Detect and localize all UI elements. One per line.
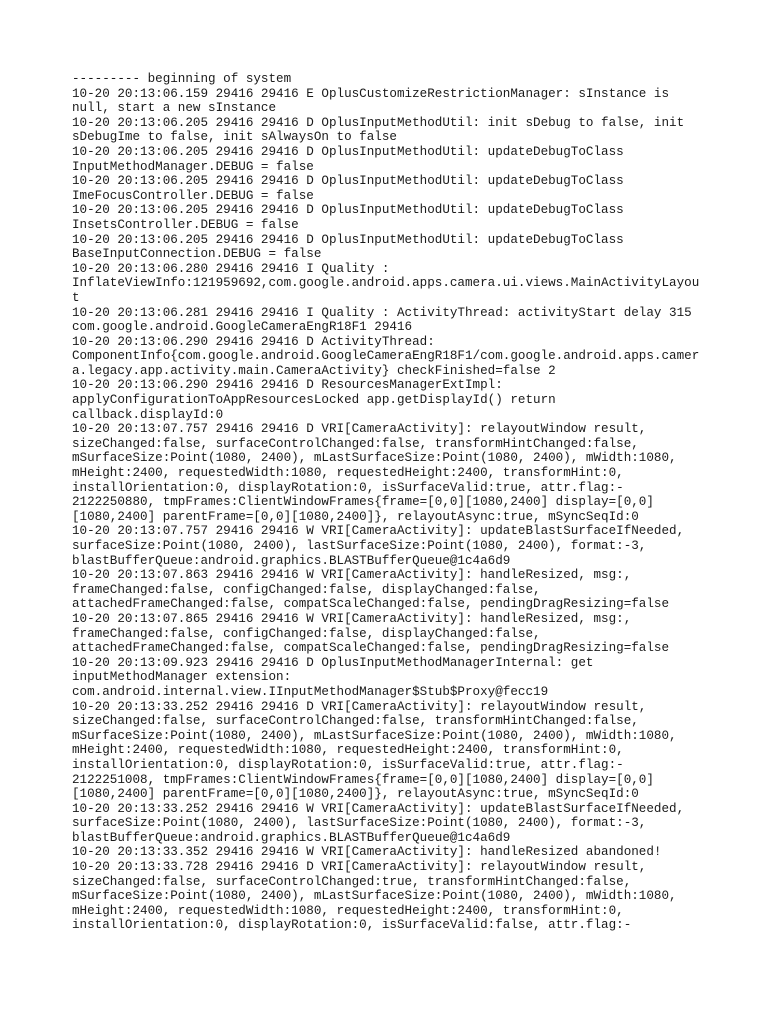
log-line: 10-20 20:13:33.252 29416 29416 W VRI[CameraActivity]: updateBlastSurfaceIfNeeded, (72, 801, 685, 816)
log-line: sizeChanged:false, surfaceControlChanged:false, transformHintChanged:false, (72, 436, 639, 451)
log-line: applyConfigurationToAppResourcesLocked app.getDisplayId() return (72, 393, 556, 408)
log-line: 10-20 20:13:09.923 29416 29416 D OplusInputMethodManagerInternal: get (72, 655, 594, 670)
log-line: installOrientation:0, displayRotation:0, isSurfaceValid:false, attr.flag:- (72, 918, 632, 933)
log-line: frameChanged:false, configChanged:false, displayChanged:false, (72, 582, 541, 597)
log-line: a.legacy.app.activity.main.CameraActivity} checkFinished=false 2 (72, 363, 556, 378)
log-line: surfaceSize:Point(1080, 2400), lastSurfaceSize:Point(1080, 2400), format:-3, (72, 816, 647, 831)
log-line: installOrientation:0, displayRotation:0, isSurfaceValid:true, attr.flag:- (72, 757, 624, 772)
log-line: 10-20 20:13:06.205 29416 29416 D OplusInputMethodUtil: updateDebugToClass (72, 174, 624, 189)
log-line: InflateViewInfo:121959692,com.google.android.apps.camera.ui.views.MainActivityLayou (72, 276, 700, 291)
log-line: --------- beginning of system (72, 72, 292, 86)
log-line: InsetsController.DEBUG = false (72, 217, 299, 232)
log-line: 10-20 20:13:06.159 29416 29416 E OplusCustomizeRestrictionManager: sInstance is (72, 86, 670, 101)
log-line: 10-20 20:13:07.865 29416 29416 W VRI[CameraActivity]: handleResized, msg:, (72, 611, 632, 626)
log-line: 10-20 20:13:33.252 29416 29416 D VRI[CameraActivity]: relayoutWindow result, (72, 699, 647, 714)
log-line: sizeChanged:false, surfaceControlChanged:false, transformHintChanged:false, (72, 714, 639, 729)
log-line: attachedFrameChanged:false, compatScaleChanged:false, pendingDragResizing=false (72, 641, 670, 656)
log-line: 10-20 20:13:06.205 29416 29416 D OplusInputMethodUtil: updateDebugToClass (72, 203, 624, 218)
log-line: blastBufferQueue:android.graphics.BLASTBufferQueue@1c4a6d9 (72, 830, 511, 845)
log-line: 10-20 20:13:07.863 29416 29416 W VRI[CameraActivity]: handleResized, msg:, (72, 568, 632, 583)
log-line: 10-20 20:13:06.280 29416 29416 I Quality : (72, 261, 390, 276)
log-line: 10-20 20:13:06.281 29416 29416 I Quality : ActivityThread: activityStart delay 315 (72, 305, 692, 320)
log-line: callback.displayId:0 (72, 407, 224, 422)
log-line: com.android.internal.view.IInputMethodManager$Stub$Proxy@fecc19 (72, 684, 549, 699)
log-line: frameChanged:false, configChanged:false, displayChanged:false, (72, 626, 541, 641)
log-line: 10-20 20:13:06.205 29416 29416 D OplusInputMethodUtil: updateDebugToClass (72, 144, 624, 159)
log-line: 2122251008, tmpFrames:ClientWindowFrames{frame=[0,0][1080,2400] display=[0,0] (72, 772, 654, 787)
log-line: 10-20 20:13:06.290 29416 29416 D ResourcesManagerExtImpl: (72, 378, 503, 393)
log-document (72, 72, 704, 933)
log-line: com.google.android.GoogleCameraEngR18F1 29416 (72, 320, 413, 335)
log-line: [1080,2400] parentFrame=[0,0][1080,2400]}, relayoutAsync:true, mSyncSeqId:0 (72, 509, 639, 524)
log-line: sizeChanged:false, surfaceControlChanged:true, transformHintChanged:false, (72, 874, 632, 889)
log-line: t (72, 290, 80, 305)
log-line: blastBufferQueue:android.graphics.BLASTBufferQueue@1c4a6d9 (72, 553, 511, 568)
log-line: attachedFrameChanged:false, compatScaleChanged:false, pendingDragResizing=false (72, 597, 670, 612)
log-line: mSurfaceSize:Point(1080, 2400), mLastSurfaceSize:Point(1080, 2400), mWidth:1080, (72, 889, 677, 904)
log-line: InputMethodManager.DEBUG = false (72, 159, 314, 174)
log-line: 2122250880, tmpFrames:ClientWindowFrames{frame=[0,0][1080,2400] display=[0,0] (72, 495, 654, 510)
log-line: ImeFocusController.DEBUG = false (72, 188, 314, 203)
log-line: mSurfaceSize:Point(1080, 2400), mLastSurfaceSize:Point(1080, 2400), mWidth:1080, (72, 451, 677, 466)
log-line: 10-20 20:13:33.352 29416 29416 W VRI[CameraActivity]: handleResized abandoned! (72, 845, 662, 860)
log-line: mHeight:2400, requestedWidth:1080, requestedHeight:2400, transformHint:0, (72, 466, 624, 481)
log-line: sDebugIme to false, init sAlwaysOn to false (72, 130, 397, 145)
log-line: mSurfaceSize:Point(1080, 2400), mLastSurfaceSize:Point(1080, 2400), mWidth:1080, (72, 728, 677, 743)
log-line: ComponentInfo{com.google.android.GoogleCameraEngR18F1/com.google.android.apps.camer (72, 349, 700, 364)
log-line: [1080,2400] parentFrame=[0,0][1080,2400]}, relayoutAsync:true, mSyncSeqId:0 (72, 787, 639, 802)
log-line: 10-20 20:13:06.205 29416 29416 D OplusInputMethodUtil: updateDebugToClass (72, 232, 624, 247)
log-line: 10-20 20:13:06.205 29416 29416 D OplusInputMethodUtil: init sDebug to false, init (72, 115, 685, 130)
log-line: 10-20 20:13:07.757 29416 29416 W VRI[CameraActivity]: updateBlastSurfaceIfNeeded, (72, 524, 685, 539)
log-line: surfaceSize:Point(1080, 2400), lastSurfaceSize:Point(1080, 2400), format:-3, (72, 539, 647, 553)
log-line: 10-20 20:13:06.290 29416 29416 D ActivityThread: (72, 334, 435, 349)
log-line: mHeight:2400, requestedWidth:1080, requestedHeight:2400, transformHint:0, (72, 743, 624, 758)
log-line: installOrientation:0, displayRotation:0, isSurfaceValid:true, attr.flag:- (72, 480, 624, 495)
log-line: 10-20 20:13:07.757 29416 29416 D VRI[CameraActivity]: relayoutWindow result, (72, 422, 647, 437)
log-line: BaseInputConnection.DEBUG = false (72, 247, 322, 262)
log-line: mHeight:2400, requestedWidth:1080, requestedHeight:2400, transformHint:0, (72, 903, 624, 918)
log-line: 10-20 20:13:33.728 29416 29416 D VRI[CameraActivity]: relayoutWindow result, (72, 860, 647, 875)
log-line: null, start a new sInstance (72, 101, 277, 116)
log-line: inputMethodManager extension: (72, 670, 292, 685)
